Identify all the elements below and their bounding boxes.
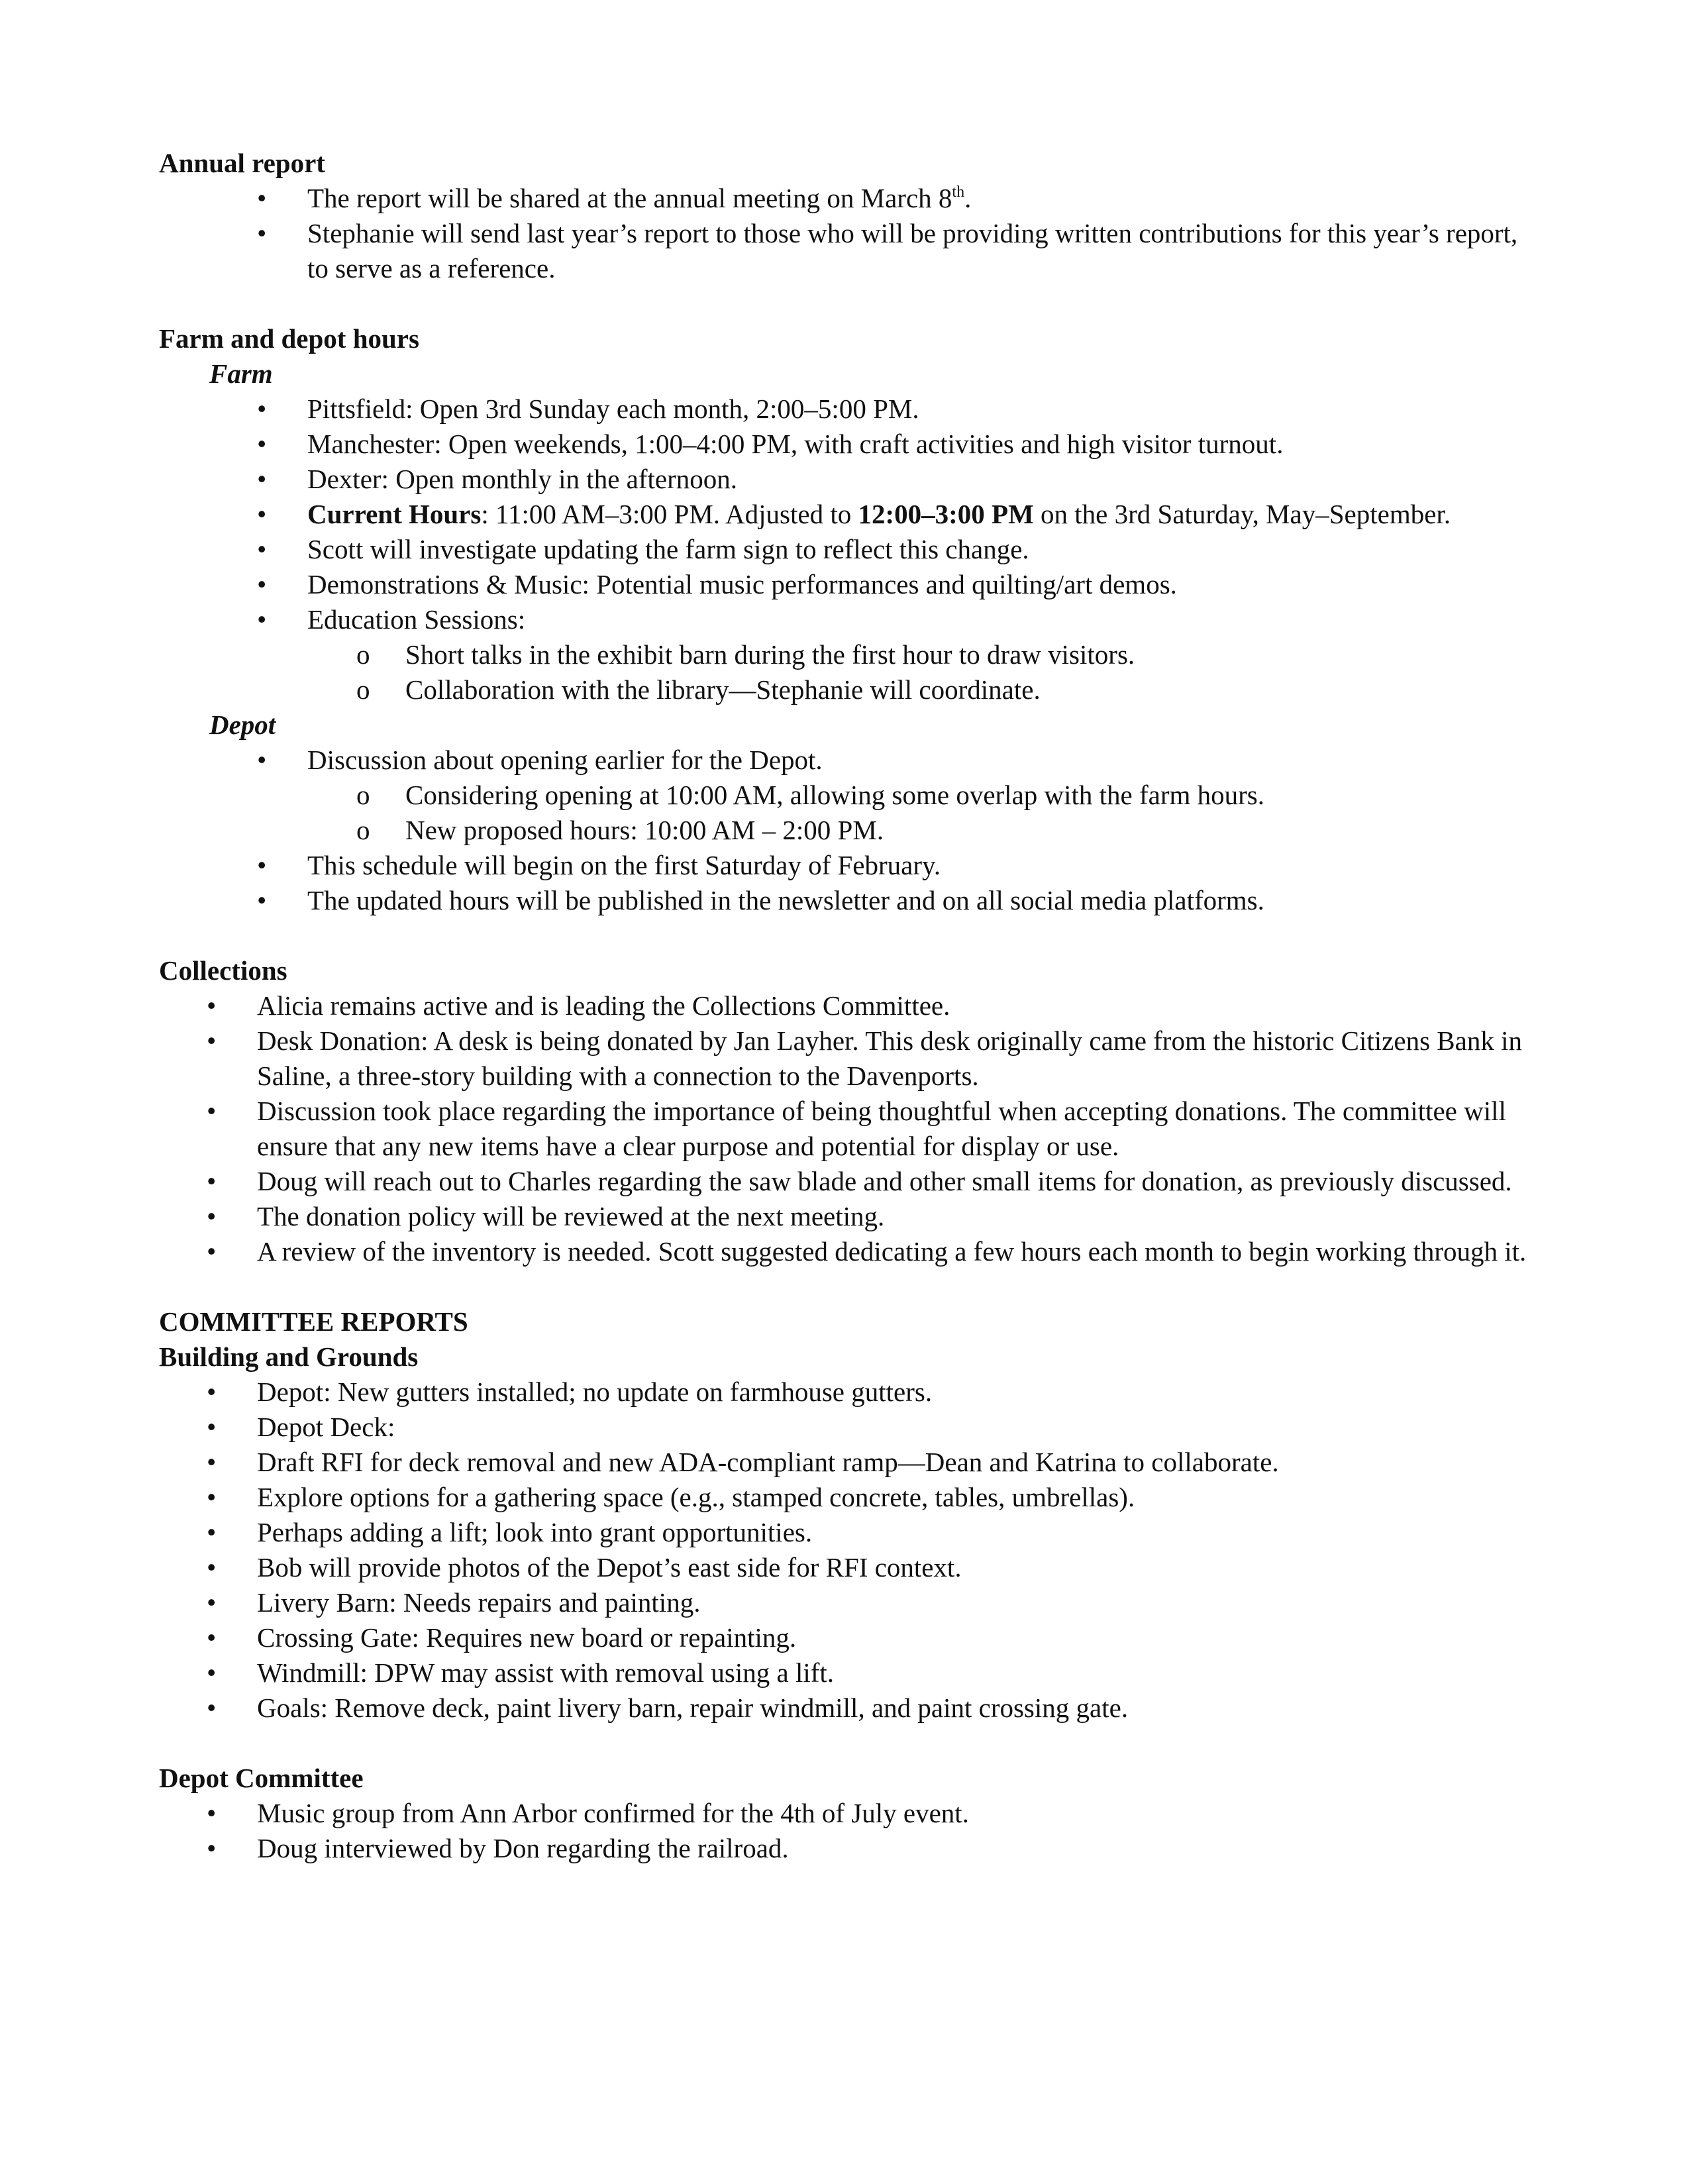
list-item: • Livery Barn: Needs repairs and painting. [159,1585,1537,1620]
list-item: • Education Sessions: [159,602,1537,637]
list-item: • Depot Deck: [159,1410,1537,1445]
sublist-item: o New proposed hours: 10:00 AM – 2:00 PM. [159,813,1537,848]
list-item: • Discussion about opening earlier for the Depot. [159,743,1537,778]
list-item: • Pittsfield: Open 3rd Sunday each month, 2:00–5:00 PM. [159,391,1537,427]
list-item: • Demonstrations & Music: Potential music performances and quilting/art demos. [159,567,1537,602]
list-item: • A review of the inventory is needed. Scott suggested dedicating a few hours each month to begin working through it. [159,1234,1537,1269]
building-grounds-list [159,1375,1537,1726]
list-item: • Depot: New gutters installed; no update on farmhouse gutters. [159,1375,1537,1410]
list-item: • Draft RFI for deck removal and new ADA-compliant ramp—Dean and Katrina to collaborate. [159,1445,1537,1480]
list-item: • Bob will provide photos of the Depot’s east side for RFI context. [159,1550,1537,1585]
list-item-text: . [964,183,972,213]
farm-subheading: Farm [209,358,273,389]
list-item-text: The report will be shared at the annual meeting on March 8 [307,183,952,213]
list-item: • Alicia remains active and is leading the Collections Committee. [159,988,1537,1023]
depot-committee-list [159,1796,1537,1866]
list-item: • The updated hours will be published in the newsletter and on all social media platforms. [159,883,1537,918]
annual-report-list [159,181,1537,286]
list-item [159,181,1537,216]
list-item [159,497,1537,532]
list-item: • Windmill: DPW may assist with removal using a lift. [159,1655,1537,1690]
depot-list [159,743,1537,778]
list-item: • Perhaps adding a lift; look into grant opportunities. [159,1515,1537,1550]
list-item: • Scott will investigate updating the farm sign to reflect this change. [159,532,1537,567]
bold-label: Current Hours [307,499,482,529]
list-item: • Doug interviewed by Don regarding the railroad. [159,1831,1537,1866]
list-item: • Doug will reach out to Charles regarding the saw blade and other small items for donation, as previously discussed. [159,1164,1537,1199]
list-item: • Discussion took place regarding the importance of being thoughtful when accepting donations. The committee will ensure that any new items have a clear purpose and potential for display or use. [159,1094,1537,1164]
list-item: • Music group from Ann Arbor confirmed for the 4th of July event. [159,1796,1537,1831]
list-item: • Desk Donation: A desk is being donated by Jan Layher. This desk originally came from the historic Citizens Bank in Saline, a three-story building with a connection to the Davenports. [159,1023,1537,1094]
sublist-item: o Considering opening at 10:00 AM, allowing some overlap with the farm hours. [159,778,1537,813]
list-item: • The donation policy will be reviewed at the next meeting. [159,1199,1537,1234]
annual-report-heading: Annual report [159,148,325,178]
list-item: • Explore options for a gathering space (e.g., stamped concrete, tables, umbrellas). [159,1480,1537,1515]
education-sublist [159,637,1537,707]
document-page [159,146,1537,1866]
farm-depot-heading: Farm and depot hours [159,323,419,354]
depot-committee-heading: Depot Committee [159,1763,364,1793]
depot-list-continued [159,848,1537,918]
list-item-text: : 11:00 AM–3:00 PM. Adjusted to [481,499,858,529]
sublist-item: o Collaboration with the library—Stephanie will coordinate. [159,672,1537,707]
depot-subheading: Depot [209,709,276,740]
superscript: th [952,183,965,201]
list-item: • Stephanie will send last year’s report to those who will be providing written contributions for this year’s report, to serve as a reference. [159,216,1537,286]
list-item: • Goals: Remove deck, paint livery barn, repair windmill, and paint crossing gate. [159,1690,1537,1726]
committee-reports-heading: COMMITTEE REPORTS [159,1306,468,1337]
depot-sublist [159,778,1537,848]
list-item: • Crossing Gate: Requires new board or repainting. [159,1620,1537,1655]
building-grounds-heading: Building and Grounds [159,1341,419,1372]
list-item: • Manchester: Open weekends, 1:00–4:00 PM, with craft activities and high visitor turnout. [159,427,1537,462]
list-item: • This schedule will begin on the first Saturday of February. [159,848,1537,883]
list-item: • Dexter: Open monthly in the afternoon. [159,462,1537,497]
farm-list [159,391,1537,637]
collections-list [159,988,1537,1269]
collections-heading: Collections [159,955,287,986]
list-item-text: on the 3rd Saturday, May–September. [1033,499,1451,529]
bold-hours: 12:00–3:00 PM [858,499,1034,529]
sublist-item: o Short talks in the exhibit barn during the first hour to draw visitors. [159,637,1537,672]
